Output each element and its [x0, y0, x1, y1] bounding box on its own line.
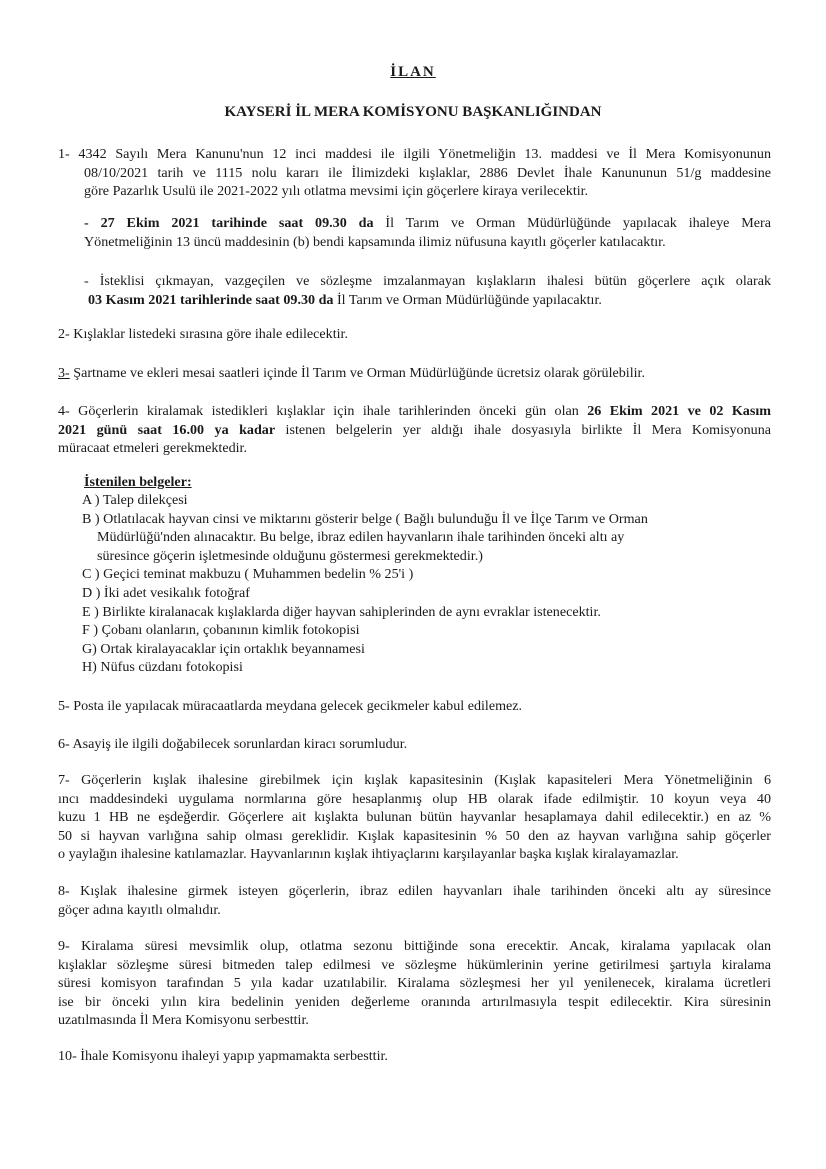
required-documents-heading: İstenilen belgeler: [84, 474, 192, 490]
clause-2: 2- Kışlaklar listedeki sırasına göre ihale edilecektir. [58, 326, 348, 342]
clause-7: 7- Göçerlerin kışlak ihalesine girebilmek için kışlak kapasitesinin (Kışlak kapasiteleri Mera Yönetmeliğinin 6 ıncı maddesindeki uygulama normlarına göre hesaplanmış olup HB olarak ifade edilmiştir. 10 koyun veya 40 kuzu 1 HB ne eşdeğerdir. Göçerlere ait kışlakta bulunan bütün hayvanlar hesaplamaya dahil edilecektir.) en az % 50 si hayvan varlığına sahip olması gereklidir. Kışlak kapasitesinin % 50 den az hayvan varlığına sahip göçerler o yaylağın ihalesine katılamazlar. Hayvanlarının kışlak ihtiyaçlarını karşılayanlar başka kışlak kiralayamazlar. [58, 772, 771, 863]
application-deadline-bold: 26 Ekim 2021 ve 02 Kasım [587, 403, 771, 419]
clause-10: 10- İhale Komisyonu ihaleyi yapıp yapmamakta serbesttir. [58, 1048, 388, 1064]
list-item: H) Nüfus cüzdanı fotokopisi [82, 659, 243, 676]
list-item: G) Ortak kiralayacaklar için ortaklık beyannamesi [82, 640, 365, 657]
auction-date-paragraph [84, 214, 771, 251]
clause-3-text: Şartname ve ekleri mesai saatleri içinde İl Tarım ve Orman Müdürlüğünde ücretsiz olarak görülebilir. [69, 365, 645, 381]
second-auction-paragraph [84, 272, 771, 309]
clause-3 [58, 364, 771, 383]
second-auction-text: İl Tarım ve Orman Müdürlüğünde yapılacaktır. [333, 291, 602, 308]
auction-date-line: Yönetmeliğinin 13 üncü maddesinin (b) bendi kapsamında ilimiz nüfusuna kayıtlı göçerler katılacaktır. [84, 233, 666, 250]
list-item: A ) Talep dilekçesi [82, 492, 188, 508]
clause-1-line: göre Pazarlık Usulü ile 2021-2022 yılı otlatma mevsimi için göçerlere kiraya verilecektir. [84, 183, 589, 200]
list-item: Müdürlüğü'nden alınacaktır. Bu belge, ibraz edilen hayvanların ihale tarihinden önceki altı ay [97, 529, 625, 546]
second-auction-line: - İsteklisi çıkmayan, vazgeçilen ve sözleşme imzalanmayan kışlakların ihalesi bütün göçerlere açık olarak [84, 273, 771, 289]
list-item: D ) İki adet vesikalık fotoğraf [82, 584, 250, 601]
auction-date-text: İl Tarım ve Orman Müdürlüğünde yapılacak ihaleye Mera [373, 215, 772, 231]
required-documents-list [82, 491, 742, 677]
list-item: F ) Çobanı olanların, çobanının kimlik fotokopisi [82, 622, 360, 639]
list-item: E ) Birlikte kiralanacak kışlaklarda diğer hayvan sahiplerinden de aynı evraklar istenecektir. [82, 603, 601, 620]
clause-1-line: 08/10/2021 tarih ve 1115 nolu kararı ile İlimizdeki kışlaklar, 2886 Devlet İhale Kanununun 51/g maddesine [84, 164, 771, 181]
document-title: İLAN [390, 64, 436, 80]
clause-5: 5- Posta ile yapılacak müracaatlarda meydana gelecek gecikmeler kabul edilemez. [58, 698, 523, 714]
clause-1 [58, 145, 771, 201]
clause-8: 8- Kışlak ihalesine girmek isteyen göçerlerin, ibraz edilen hayvanları ihale tarihinden önceki altı ay süresince göçer adına kayıtlı olmalıdır. [58, 883, 771, 918]
clause-6: 6- Asayiş ile ilgili doğabilecek sorunlardan kiracı sorumludur. [58, 736, 408, 752]
clause-4: 4- Göçerlerin kiralamak istedikleri kışlaklar için ihale tarihlerinden önceki gün olan 26 Ekim 2021 ve 02 Kasım 2021 günü saat 16.00 ya kadar istenen belgelerin yer aldığı ihale dosyasıyla birlikte İl Mera Komisyonuna müracaat etmeleri gerekmektedir. [58, 403, 771, 457]
second-auction-bold: 03 Kasım 2021 tarihlerinde saat 09.30 da [88, 291, 334, 308]
document-subtitle: KAYSERİ İL MERA KOMİSYONU BAŞKANLIĞINDAN [224, 104, 602, 120]
application-deadline-bold: 2021 günü saat 16.00 ya kadar [58, 421, 276, 438]
auction-date-bold: - 27 Ekim 2021 tarihinde saat 09.30 da [84, 215, 374, 231]
list-item: süresince göçerin işletmesinde olduğunu göstermesi gerekmektedir.) [97, 547, 483, 564]
clause-9: 9- Kiralama süresi mevsimlik olup, otlatma sezonu bittiğinde sona erecektir. Ancak, kiralama yapılacak olan kışlaklar sözleşme süresi bitmeden talep edilmesi ve sözleşme hükümlerinin yerine getirilmesi şartıyla kiralama süresi komisyon tarafından 5 yıla kadar uzatılabilir. Kiralama sözleşmesi her yıl yenilenecek, kiralama ücretleri ise bir önceki yılın kira bedelinin yeniden değerleme oranında artırılmasıyla tespit edilecektir. Kira süresinin uzatılmasında İl Mera Komisyonu serbesttir. [58, 938, 771, 1029]
list-item: B ) Otlatılacak hayvan cinsi ve miktarını gösterir belge ( Bağlı bulunduğu İl ve İlçe Tarım ve Orman [82, 510, 648, 527]
clause-1-line: 1- 4342 Sayılı Mera Kanunu'nun 12 inci maddesi ile ilgili Yönetmeliğin 13. maddesi ve İl Mera Komisyonunun [58, 146, 771, 162]
list-item: C ) Geçici teminat makbuzu ( Muhammen bedelin % 25'i ) [82, 566, 414, 583]
clause-3-number: 3- [58, 365, 70, 381]
